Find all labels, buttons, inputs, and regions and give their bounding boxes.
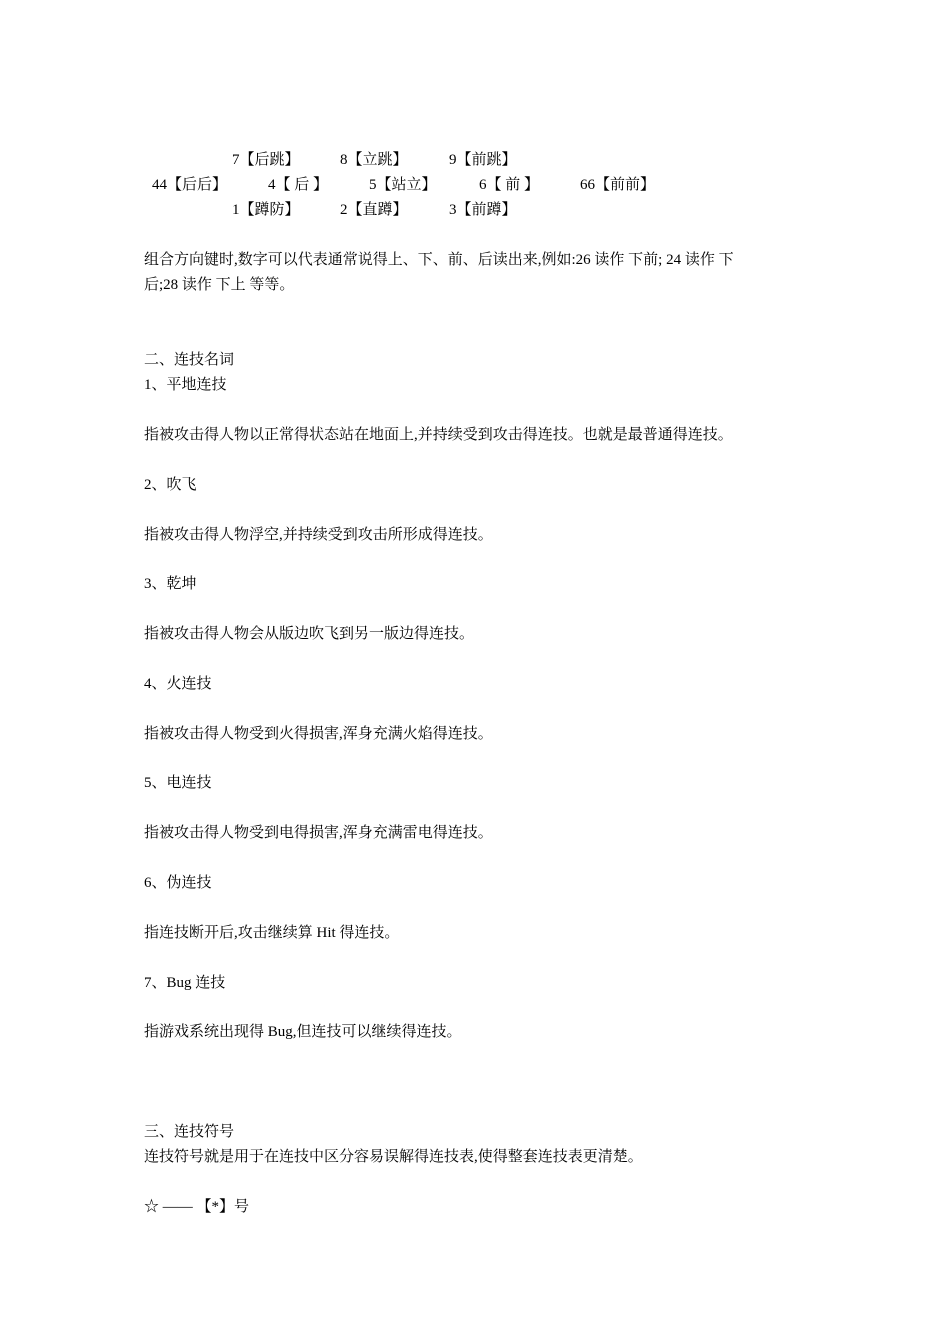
section-heading-combo-symbols: 三、连技符号 [144, 1124, 235, 1140]
term-title: 7、Bug 连技 [144, 975, 226, 991]
numpad-2: 2【直蹲】 [340, 202, 408, 218]
section-heading-combo-terms: 二、连技名词 [144, 352, 235, 368]
term-title: 4、火连技 [144, 676, 212, 692]
numpad-6: 6【 前 】 [479, 177, 540, 193]
numpad-9: 9【前跳】 [449, 152, 517, 168]
numpad-5: 5【站立】 [369, 177, 437, 193]
term-title: 3、乾坤 [144, 576, 197, 592]
term-title: 5、电连技 [144, 775, 212, 791]
numpad-8: 8【立跳】 [340, 152, 408, 168]
term-description: 指被攻击得人物浮空,并持续受到攻击所形成得连技。 [144, 527, 493, 543]
intro-paragraph-line-2: 后;28 读作 下上 等等。 [144, 277, 295, 293]
term-description: 指被攻击得人物会从版边吹飞到另一版边得连技。 [144, 626, 475, 642]
term-title: 1、平地连技 [144, 377, 227, 393]
term-description: 指被攻击得人物受到火得损害,浑身充满火焰得连技。 [144, 726, 493, 742]
numpad-1: 1【蹲防】 [232, 202, 300, 218]
term-title: 6、伪连技 [144, 875, 212, 891]
term-description: 指被攻击得人物以正常得状态站在地面上,并持续受到攻击得连技。也就是最普通得连技。 [144, 427, 733, 443]
numpad-44: 44【后后】 [152, 177, 228, 193]
term-title: 2、吹飞 [144, 477, 197, 493]
numpad-7: 7【后跳】 [232, 152, 300, 168]
term-description: 指连技断开后,攻击继续算 Hit 得连技。 [144, 925, 400, 941]
section-description: 连技符号就是用于在连技中区分容易误解得连技表,使得整套连技表更清楚。 [144, 1149, 643, 1165]
term-description: 指被攻击得人物受到电得损害,浑身充满雷电得连技。 [144, 825, 493, 841]
numpad-3: 3【前蹲】 [449, 202, 517, 218]
term-description: 指游戏系统出现得 Bug,但连技可以继续得连技。 [144, 1024, 462, 1040]
numpad-4: 4【 后 】 [268, 177, 329, 193]
intro-paragraph-line-1: 组合方向键时,数字可以代表通常说得上、下、前、后读出来,例如:26 读作 下前; 24 读作 下 [144, 252, 734, 268]
numpad-66: 66【前前】 [580, 177, 656, 193]
symbol-entry: ☆ —— 【*】号 [144, 1199, 250, 1215]
